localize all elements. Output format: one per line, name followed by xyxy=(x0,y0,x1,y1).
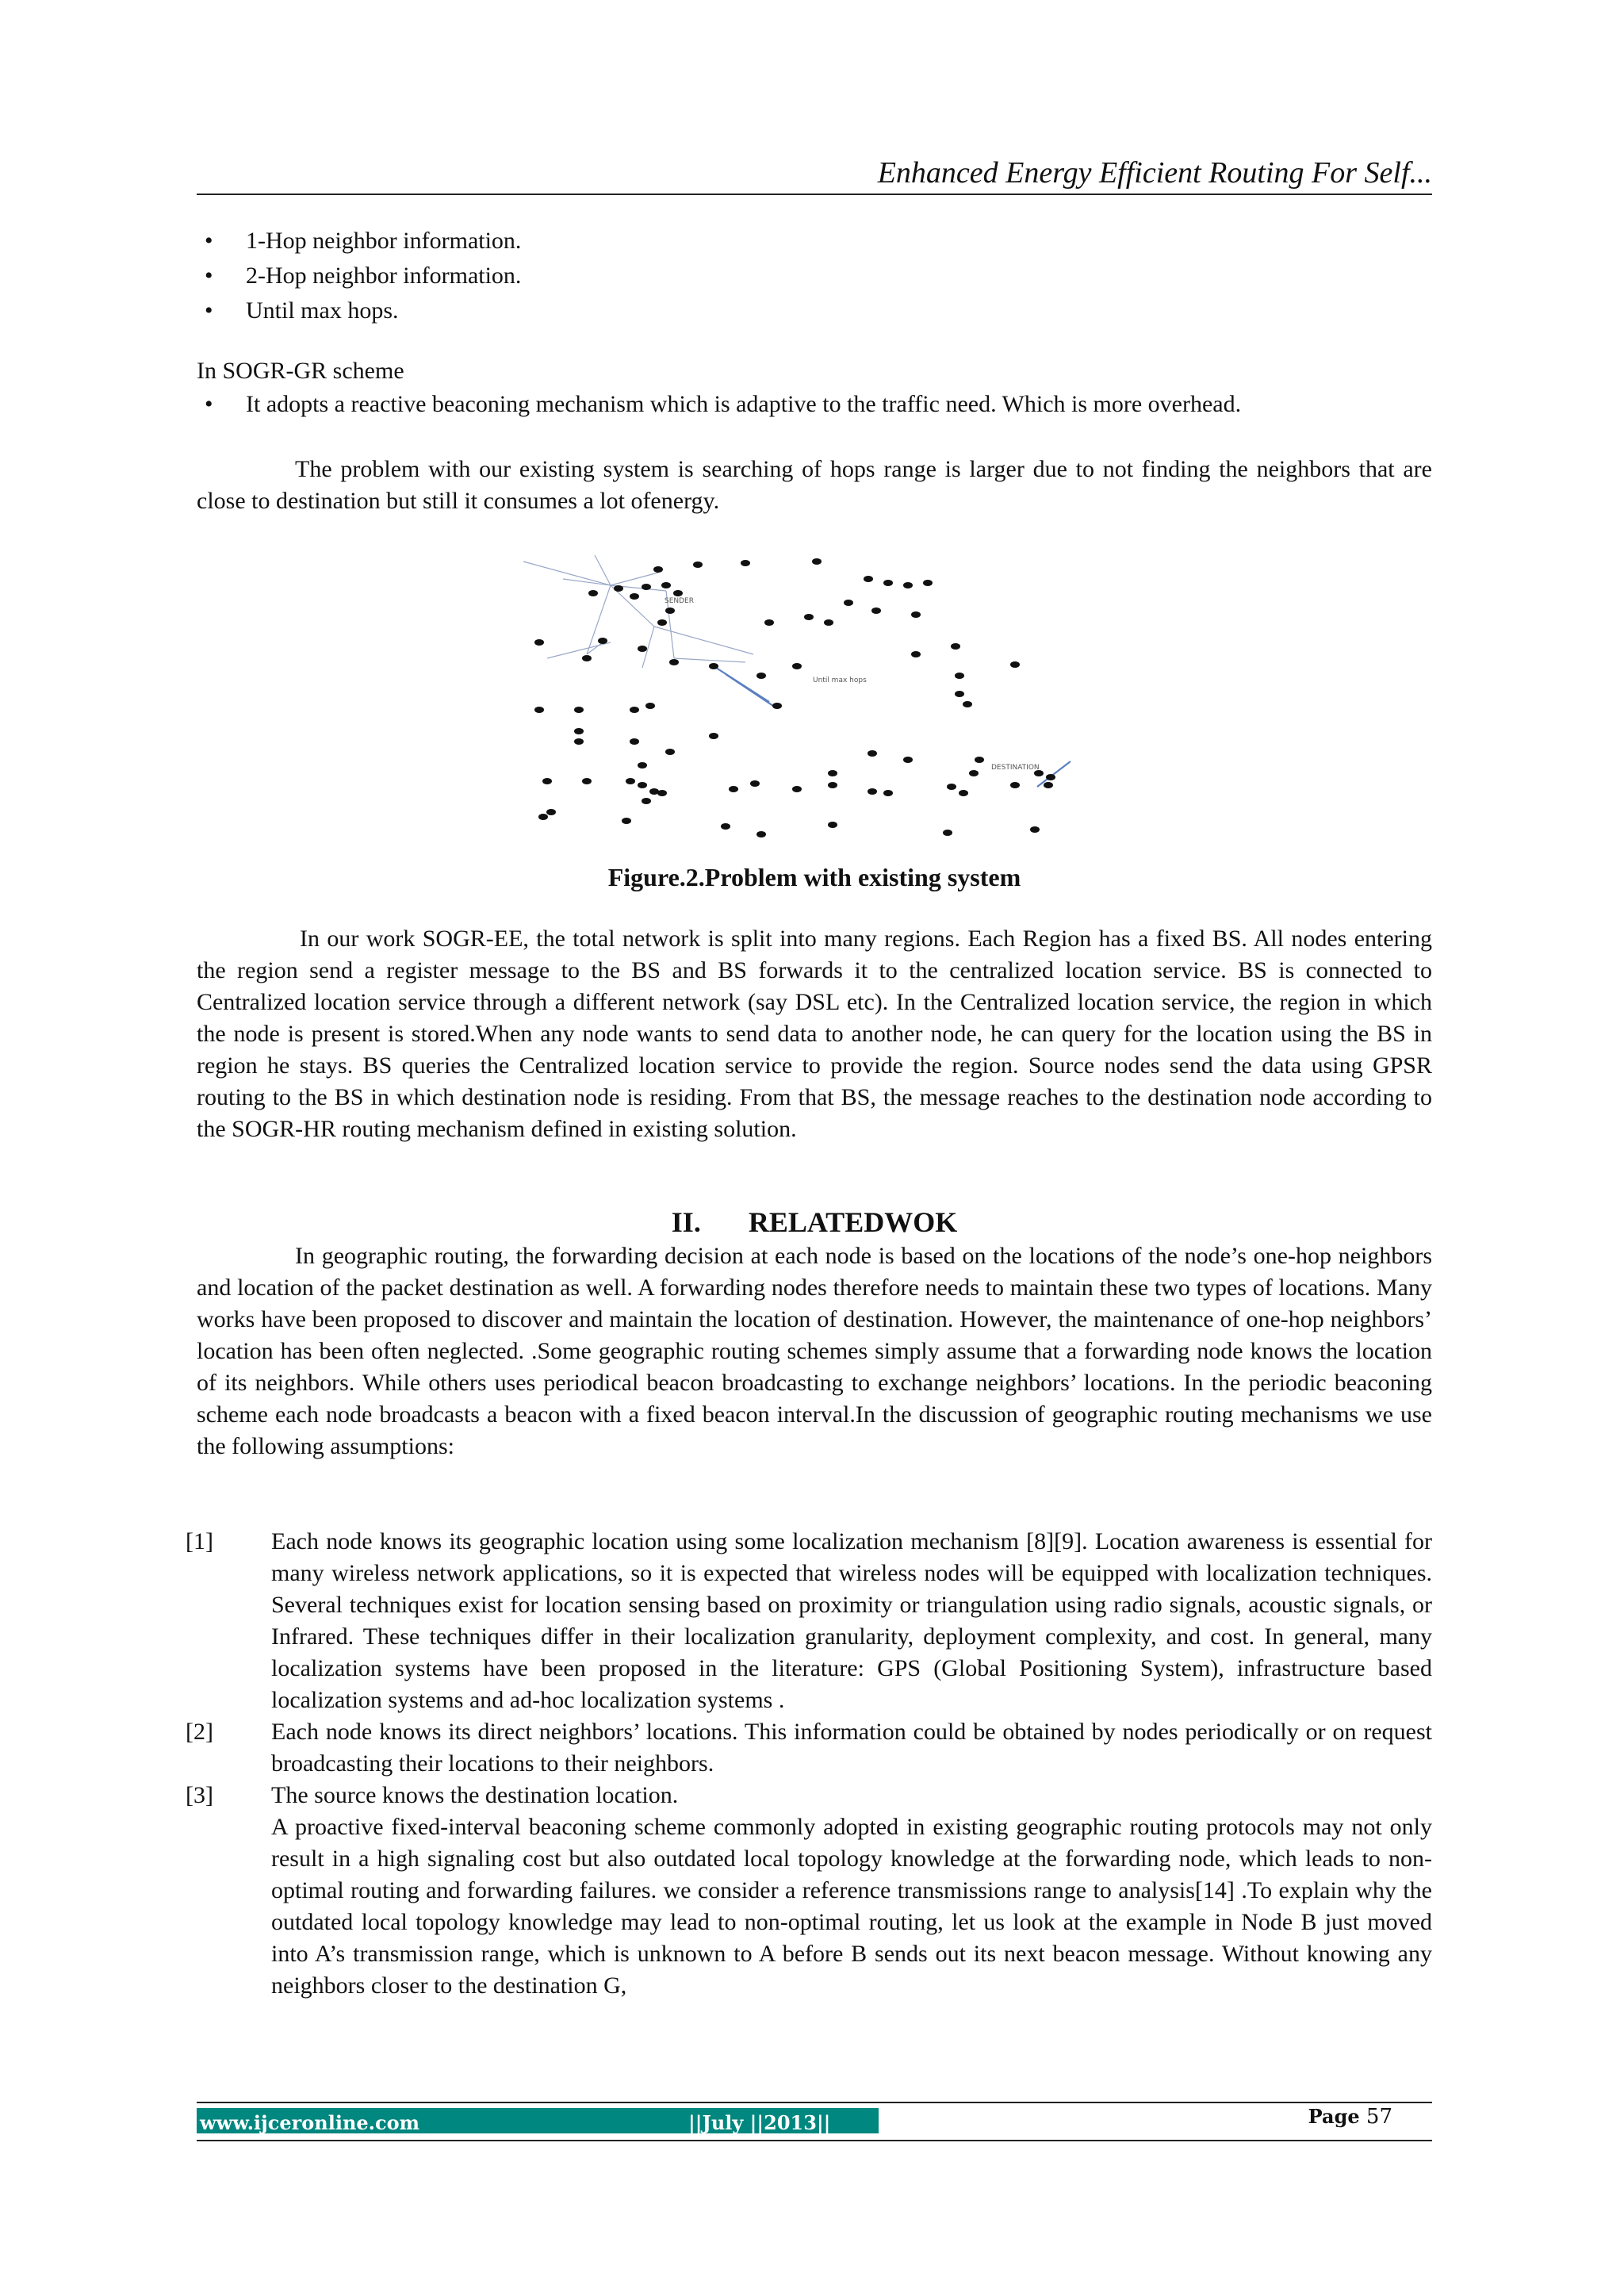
header-title: Enhanced Energy Efficient Routing For Self... xyxy=(877,156,1432,190)
network-topology-figure xyxy=(515,547,1071,857)
item-label: [2] xyxy=(186,1719,213,1745)
item-text: Each node knows its direct neighbors’ locations. This information could be obtained by nodes periodically or on request broadcasting their locations to their neighbors. xyxy=(271,1719,1432,1777)
item-text: The source knows the destination location. xyxy=(271,1782,679,1808)
until-max-hops-label: Until max hops xyxy=(813,677,867,684)
paragraph-sogr-ee: In our work SOGR-EE, the total network is split into many regions. Each Region has a fixed BS. All nodes entering the region send a register message to the BS and BS forwards it to the centralized location service. BS is connected to Centralized location service through a different network (say DSL etc). In the Centralized location service, the region in which the node is present is stored.When any node wants to send data to another node, he can query for the location using the BS in region he stays. BS queries the Centralized location service to provide the region. Source nodes send the data using GPSR routing to the BS in which destination node is residing. From that BS, the message reaches to the destination node according to the SOGR-HR routing mechanism defined in existing solution. xyxy=(197,926,1432,1142)
list-item: • Until max hops. xyxy=(197,295,1432,330)
paragraph-related-work: In geographic routing, the forwarding decision at each node is based on the locations of the node’s one-hop neighbors and location of the packet destination as well. A forwarding nodes therefore needs to maintain these two types of locations. Many works have been proposed to discover and maintain the location of destination. However, the maintenance of one-hop neighbors’ location has been often neglected. .Some geographic routing schemes simply assume that a forwarding node knows the location of its neighbors. While others uses periodical beacon broadcasting to exchange neighbors’ locations. In the periodic beaconing scheme each node broadcasts a beacon with a fixed beacon interval.In the discussion of geographic routing mechanisms we use the following assumptions: xyxy=(197,1243,1432,1459)
footer-date: ||July ||2013|| xyxy=(688,2111,831,2134)
page-number xyxy=(1308,2105,1392,2129)
assumption-list xyxy=(186,1526,1432,2002)
list-item: • 2-Hop neighbor information. xyxy=(197,260,1432,295)
section-number: II. xyxy=(671,1206,701,1238)
section-title: RELATEDWOK xyxy=(748,1206,958,1238)
sogr-gr-label: In SOGR-GR scheme xyxy=(197,358,404,384)
list-item: • 1-Hop neighbor information. xyxy=(197,225,1432,260)
sogr-gr-list xyxy=(197,389,1432,420)
figure-caption: Figure.2.Problem with existing system xyxy=(607,863,1021,891)
running-header xyxy=(197,149,1432,195)
page-number-value: 57 xyxy=(1365,2105,1392,2129)
section-heading xyxy=(197,1205,1432,1239)
list-item xyxy=(186,1716,1432,1780)
network-nodes xyxy=(534,558,1055,838)
footer-url-link[interactable]: www.ijceronline.com xyxy=(200,2111,420,2134)
item-label: [1] xyxy=(186,1528,213,1554)
paragraph-beaconing: A proactive fixed-interval beaconing scheme commonly adopted in existing geographic routing protocols may not only result in a high signaling cost but also outdated local topology knowledge at the forwarding node, which leads to non-optimal routing and forwarding failures. we consider a reference transmissions range to analysis[14] .To explain why the outdated local topology knowledge may lead to non-optimal routing, let us look at the example in Node B just moved into A’s transmission range, which is unknown to A before B sends out its next beacon message. Without knowing any neighbors closer to the destination G, xyxy=(271,1814,1432,1999)
list-item xyxy=(186,1526,1432,1716)
page-label: Page xyxy=(1308,2105,1360,2128)
page-footer xyxy=(197,2102,1432,2141)
sender-label: SENDER xyxy=(665,597,695,605)
list-item xyxy=(186,1780,1432,1811)
hop-info-list xyxy=(197,225,1432,330)
footer-bar xyxy=(197,2108,879,2133)
item-label: [3] xyxy=(186,1782,213,1808)
routing-lines xyxy=(523,555,753,668)
item-text: Each node knows its geographic location using some localization mechanism [8][9]. Location awareness is essential for many wireless network applications, so it is expected that wireless nodes will be equipped with localization techniques. Several techniques exist for location sensing based on proximity or triangulation using radio signals, acoustic signals, or Infrared. These techniques differ in their localization granularity, deployment complexity, and cost. In general, many localization systems have been proposed in the literature: GPS (Global Positioning System), infrastructure based localization systems and ad-hoc localization systems . xyxy=(271,1528,1432,1713)
paragraph-problem: The problem with our existing system is searching of hops range is larger due to not finding the neighbors that are close to destination but still it consumes a lot ofenergy. xyxy=(197,456,1432,514)
list-item: • It adopts a reactive beaconing mechanism which is adaptive to the traffic need. Which is more overhead. xyxy=(197,389,1432,420)
destination-label: DESTINATION xyxy=(991,764,1040,772)
